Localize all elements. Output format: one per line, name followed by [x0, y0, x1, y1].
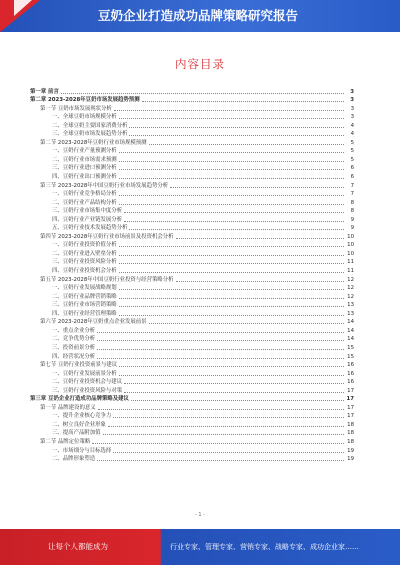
- toc-entry-page: 10: [347, 242, 354, 249]
- toc-entry-title: 一、豆奶行业发展前景分析: [52, 370, 117, 377]
- toc-dot-leader: [61, 92, 344, 94]
- toc-dot-leader: [129, 126, 344, 128]
- toc-entry[interactable]: [30, 377, 354, 386]
- toc-entry-title: 二、豆奶行业品牌营销策略: [52, 293, 117, 300]
- toc-entry[interactable]: [30, 317, 354, 326]
- toc-entry[interactable]: [30, 231, 354, 240]
- toc-entry-page: 17: [347, 387, 354, 394]
- toc-dot-leader: [176, 237, 344, 239]
- toc-entry-title: 三、提高产品附加值: [52, 430, 101, 437]
- toc-entry-page: 13: [347, 302, 354, 309]
- toc-entry[interactable]: [30, 454, 354, 463]
- toc-entry-title: 二、品牌形象塑造: [52, 456, 96, 463]
- toc-entry[interactable]: [30, 360, 354, 369]
- toc-entry[interactable]: [30, 334, 354, 343]
- toc-entry-title: 三、全球豆奶市场发展趋势分析: [52, 131, 128, 138]
- toc-entry[interactable]: [30, 283, 354, 292]
- toc-entry-title: 二、豆奶行业产品结构分析: [52, 199, 117, 206]
- toc-dot-leader: [103, 433, 344, 435]
- toc-entry-page: 11: [347, 259, 354, 266]
- toc-entry-title: 第二节 2023-2028年豆奶行业市场规模预测: [40, 139, 147, 146]
- toc-entry[interactable]: [30, 385, 354, 394]
- toc-entry-title: 四、豆奶行业出口预测分析: [52, 174, 117, 181]
- report-title: 豆奶企业打造成功品牌策略研究报告: [98, 8, 299, 23]
- toc-entry[interactable]: [30, 342, 354, 351]
- toc-dot-leader: [119, 254, 344, 256]
- toc-entry-title: 第七节 豆奶行业投资前景与建议: [40, 362, 118, 369]
- toc-dot-leader: [97, 459, 344, 461]
- toc-entry-title: 第一节 品牌建设的意义: [40, 404, 96, 411]
- toc-entry[interactable]: [30, 154, 354, 163]
- toc-entry-page: 12: [347, 293, 354, 300]
- toc-dot-leader: [119, 365, 344, 367]
- toc-entry-page: 5: [350, 156, 354, 163]
- toc-entry[interactable]: [30, 308, 354, 317]
- toc-dot-leader: [119, 245, 344, 247]
- toc-entry-page: 17: [347, 413, 354, 420]
- toc-dot-leader: [142, 100, 344, 102]
- toc-entry[interactable]: [30, 436, 354, 445]
- toc-dot-leader: [92, 442, 344, 444]
- toc-entry-page: 8: [350, 199, 354, 206]
- toc-entry-title: 一、市场细分与目标选择: [52, 447, 112, 454]
- toc-dot-leader: [170, 186, 344, 188]
- toc-entry-title: 第三节 2023-2028年中国豆奶行业市场发展趋势分析: [40, 182, 169, 189]
- toc-entry-page: 3: [350, 88, 354, 95]
- toc-dot-leader: [119, 203, 344, 205]
- toc-entry-title: 三、豆奶行业市场集中度分析: [52, 208, 123, 215]
- footer-slogan: 让每个人都能成为: [48, 542, 108, 551]
- toc-entry-title: 三、投资前景分析: [52, 344, 96, 351]
- toc-dot-leader: [124, 382, 344, 384]
- toc-entry-page: 14: [347, 327, 354, 334]
- toc-entry[interactable]: [30, 428, 354, 437]
- toc-entry-title: 第三章 豆奶企业打造成功品牌策略及建议: [30, 396, 129, 403]
- toc-entry[interactable]: [30, 300, 354, 309]
- toc-dot-leader: [176, 280, 344, 282]
- header-banner: [0, 0, 400, 32]
- toc-entry-title: 四、豆奶行业产业链发展分析: [52, 216, 123, 223]
- toc-entry-title: 一、豆奶行业竞争格局分析: [52, 191, 117, 198]
- toc-entry[interactable]: [30, 171, 354, 180]
- toc-entry-title: 一、豆奶行业发展战略规划: [52, 285, 117, 292]
- toc-dot-leader: [119, 288, 344, 290]
- toc-entry[interactable]: [30, 103, 354, 112]
- toc-entry-title: 一、提升企业核心竞争力: [52, 413, 112, 420]
- toc-entry[interactable]: [30, 86, 354, 95]
- toc-dot-leader: [119, 271, 344, 273]
- toc-entry-page: 8: [350, 208, 354, 215]
- toc-entry-title: 第一节 豆奶市场发展现状分析: [40, 105, 112, 112]
- toc-entry-title: 三、豆奶行业投资风险与对策: [52, 387, 123, 394]
- toc-dot-leader: [149, 143, 344, 145]
- toc-entry-page: 16: [347, 370, 354, 377]
- toc-dot-leader: [131, 399, 344, 401]
- toc-entry[interactable]: [30, 137, 354, 146]
- toc-entry-page: 10: [347, 250, 354, 257]
- toc-entry-title: 第一章 前言: [30, 88, 59, 95]
- toc-dot-leader: [119, 151, 344, 153]
- toc-entry-title: 一、重点企业分析: [52, 327, 96, 334]
- toc-dot-leader: [97, 348, 344, 350]
- toc-entry[interactable]: [30, 257, 354, 266]
- toc-entry-page: 19: [347, 447, 354, 454]
- toc-entry-page: 17: [346, 396, 354, 403]
- toc-dot-leader: [98, 408, 344, 410]
- toc-dot-leader: [97, 331, 344, 333]
- toc-entry[interactable]: [30, 214, 354, 223]
- toc-entry-page: 11: [347, 268, 354, 275]
- toc-entry[interactable]: [30, 163, 354, 172]
- toc-entry[interactable]: [30, 351, 354, 360]
- toc-entry[interactable]: [30, 445, 354, 454]
- toc-entry-title: 第六节 2023-2028年豆奶重点企业发展前景: [40, 319, 147, 326]
- toc-entry-page: 16: [347, 362, 354, 369]
- toc-dot-leader: [119, 374, 344, 376]
- toc-entry[interactable]: [30, 411, 354, 420]
- toc-dot-leader: [149, 322, 344, 324]
- toc-dot-leader: [119, 194, 344, 196]
- toc-entry[interactable]: [30, 189, 354, 198]
- toc-entry[interactable]: [30, 206, 354, 215]
- toc-entry-page: 7: [350, 191, 354, 198]
- toc-entry-page: 7: [350, 182, 354, 189]
- toc-entry[interactable]: [30, 291, 354, 300]
- table-of-contents: [30, 86, 354, 462]
- banner-white-accent: [14, 0, 32, 16]
- toc-dot-leader: [113, 451, 344, 453]
- toc-entry-title: 四、豆奶行业投资机会分析: [52, 268, 117, 275]
- toc-entry-title: 四、豆奶行业经营管理策略: [52, 310, 117, 317]
- toc-dot-leader: [129, 134, 344, 136]
- toc-entry-page: 3: [350, 97, 354, 104]
- toc-entry-title: 第二章 2023-2028年豆奶市场发展趋势预测: [30, 97, 140, 104]
- toc-dot-leader: [119, 117, 344, 119]
- toc-entry-title: 三、豆奶行业市场营销策略: [52, 302, 117, 309]
- toc-entry-title: 一、豆奶行业产量预测分析: [52, 148, 117, 155]
- toc-entry-page: 12: [347, 276, 354, 283]
- toc-entry-page: 4: [350, 131, 354, 138]
- toc-entry-page: 6: [350, 174, 354, 181]
- toc-entry-title: 三、豆奶行业进口预测分析: [52, 165, 117, 172]
- toc-entry[interactable]: [30, 265, 354, 274]
- toc-entry-page: 3: [350, 105, 354, 112]
- toc-dot-leader: [108, 425, 344, 427]
- footer-banner: [0, 529, 400, 565]
- toc-entry-page: 4: [350, 122, 354, 129]
- toc-entry[interactable]: [30, 129, 354, 138]
- toc-entry-title: 二、竞争优势分析: [52, 336, 96, 343]
- toc-dot-leader: [124, 211, 344, 213]
- toc-entry-title: 二、树立良好企业形象: [52, 421, 106, 428]
- toc-entry[interactable]: [30, 240, 354, 249]
- toc-dot-leader: [129, 228, 344, 230]
- toc-dot-leader: [124, 220, 344, 222]
- toc-dot-leader: [119, 177, 344, 179]
- toc-entry-page: 14: [347, 336, 354, 343]
- toc-heading: 内容目录: [175, 57, 225, 71]
- toc-dot-leader: [119, 168, 344, 170]
- toc-entry-title: 二、豆奶行业进入壁垒分析: [52, 250, 117, 257]
- toc-entry-page: 18: [347, 421, 354, 428]
- toc-dot-leader: [119, 160, 344, 162]
- toc-entry-page: 15: [347, 353, 354, 360]
- toc-entry-page: 3: [350, 114, 354, 121]
- toc-dot-leader: [119, 262, 344, 264]
- toc-entry[interactable]: [30, 394, 354, 403]
- toc-entry-title: 一、豆奶行业投资价值分析: [52, 242, 117, 249]
- toc-entry-title: 二、豆奶行业市场需求预测: [52, 156, 117, 163]
- toc-dot-leader: [119, 305, 344, 307]
- toc-entry-page: 19: [347, 456, 354, 463]
- toc-entry-page: 10: [347, 233, 354, 240]
- toc-entry[interactable]: [30, 325, 354, 334]
- toc-entry-title: 四、经营状况分析: [52, 353, 96, 360]
- toc-entry-title: 第四节 2023-2028年豆奶行业市场前景及投资机会分析: [40, 233, 174, 240]
- toc-entry-page: 6: [350, 165, 354, 172]
- toc-entry[interactable]: [30, 112, 354, 121]
- toc-entry[interactable]: [30, 419, 354, 428]
- footer-tagline: 行业专家、管理专家、营销专家、战略专家、成功企业家……: [170, 543, 359, 551]
- page-number: - 1 -: [195, 512, 205, 518]
- toc-dot-leader: [113, 416, 344, 418]
- toc-entry-title: 三、豆奶行业投资风险分析: [52, 259, 117, 266]
- toc-entry-title: 五、豆奶行业技术发展趋势分析: [52, 225, 128, 232]
- toc-entry-page: 9: [350, 216, 354, 223]
- toc-entry[interactable]: [30, 146, 354, 155]
- toc-entry[interactable]: [30, 180, 354, 189]
- toc-dot-leader: [114, 109, 344, 111]
- toc-entry-page: 12: [347, 285, 354, 292]
- toc-dot-leader: [124, 391, 344, 393]
- toc-entry[interactable]: [30, 120, 354, 129]
- toc-entry[interactable]: [30, 274, 354, 283]
- toc-entry-page: 5: [350, 139, 354, 146]
- toc-dot-leader: [97, 357, 344, 359]
- toc-entry[interactable]: [30, 223, 354, 232]
- toc-dot-leader: [119, 297, 344, 299]
- toc-entry-page: 18: [347, 430, 354, 437]
- toc-entry[interactable]: [30, 402, 354, 411]
- toc-entry-page: 16: [347, 379, 354, 386]
- toc-entry[interactable]: [30, 197, 354, 206]
- toc-entry-page: 9: [350, 225, 354, 232]
- toc-entry-title: 二、全球豆奶主要国家消费分析: [52, 122, 128, 129]
- toc-entry-title: 第二节 品牌定位策略: [40, 438, 91, 445]
- toc-entry-page: 5: [350, 148, 354, 155]
- toc-entry-page: 15: [347, 344, 354, 351]
- toc-entry[interactable]: [30, 368, 354, 377]
- toc-entry-title: 第五节 2023-2028年中国豆奶行业投资与经营策略分析: [40, 276, 174, 283]
- toc-entry-page: 18: [347, 438, 354, 445]
- toc-entry-page: 17: [347, 404, 354, 411]
- toc-entry[interactable]: [30, 248, 354, 257]
- toc-entry-title: 二、豆奶行业投资机会与建议: [52, 379, 123, 386]
- toc-dot-leader: [119, 314, 344, 316]
- toc-entry-page: 13: [347, 310, 354, 317]
- toc-entry-page: 14: [347, 319, 354, 326]
- toc-entry[interactable]: [30, 95, 354, 104]
- toc-entry-title: 一、全球豆奶市场规模分析: [52, 114, 117, 121]
- toc-dot-leader: [97, 339, 344, 341]
